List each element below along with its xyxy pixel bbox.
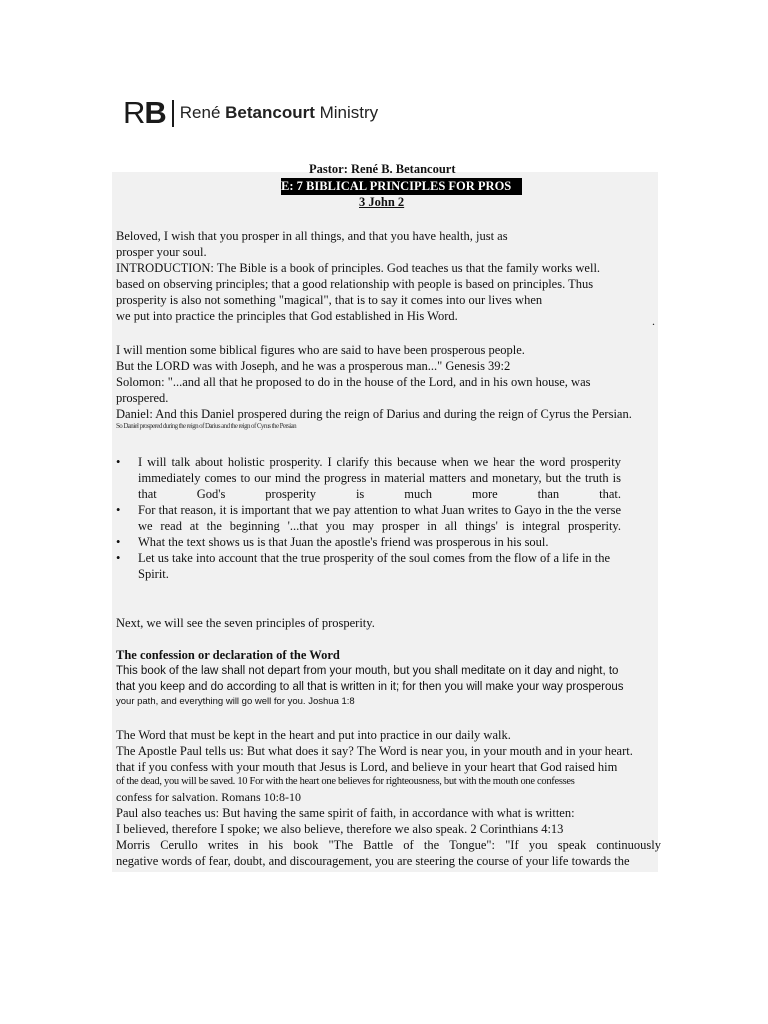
next-paragraph — [116, 615, 661, 631]
list-item: • Let us take into account that the true prosperity of the soul comes from the flow of a life in the Spirit. — [116, 551, 611, 581]
section-line: that you keep and do according to all that is written in it; for then you will make your way prosperous — [116, 681, 624, 693]
intro-line: prosper your soul. — [116, 245, 207, 259]
bullet-list — [116, 454, 661, 582]
ministry-logo — [123, 96, 378, 130]
word-line: The Apostle Paul tells us: But what does it say? The Word is near you, in your mouth and in your heart. — [116, 744, 633, 758]
stray-mark: . — [652, 314, 655, 328]
figures-line: prospered. — [116, 391, 169, 405]
biblical-figures-paragraph — [116, 342, 661, 431]
intro-line: prosperity is also not something "magical", that is to say it comes into our lives when — [116, 293, 543, 307]
list-item: • I will talk about holistic prosperity. I clarify this because when we hear the word prosperity immediately comes to our mind the progress in material matters and monetary, but the truth is that God's prosperity is much more than that. — [116, 455, 621, 501]
bullet-marker: • — [116, 503, 121, 517]
section-line: your path, and everything will go well for you. Joshua 1:8 — [116, 696, 355, 707]
logo-divider — [172, 100, 174, 127]
figures-line: Solomon: "...and all that he proposed to do in the house of the Lord, and in his own house, was — [116, 375, 591, 389]
word-line: that if you confess with your mouth that Jesus is Lord, and believe in your heart that God raised him — [116, 760, 618, 774]
bullet-marker: • — [116, 535, 121, 549]
figures-line: But the LORD was with Joseph, and he was a prosperous man..." Genesis 39:2 — [116, 359, 511, 373]
sermon-title: E: 7 BIBLICAL PRINCIPLES FOR PROS — [281, 178, 522, 195]
confession-section — [116, 647, 661, 709]
figures-line: Daniel: And this Daniel prospered during the reign of Darius and during the reign of Cyrus the Persian. — [116, 407, 632, 421]
list-item: • What the text shows us is that Juan the apostle's friend was prosperous in his soul. — [116, 535, 549, 549]
compressed-figures-line: So Daniel prospered during the reign of Darius and the reign of Cyrus the Persian — [116, 422, 297, 430]
list-item: • For that reason, it is important that we pay attention to what Juan writes to Gayo in the the verse we read at the beginning '...that you may prosper in all things' is integral prosperity. — [116, 503, 621, 533]
logo-wordmark: René Betancourt Ministry — [179, 103, 379, 122]
intro-line: INTRODUCTION: The Bible is a book of principles. God teaches us that the family works well. — [116, 261, 601, 275]
next-line: Next, we will see the seven principles of prosperity. — [116, 616, 375, 630]
bullet-marker: • — [116, 455, 121, 469]
word-line: Paul also teaches us: But having the same spirit of faith, in accordance with what is written: — [116, 806, 575, 820]
figures-line: I will mention some biblical figures who are said to have been prosperous people. — [116, 343, 525, 357]
intro-paragraph — [116, 228, 661, 324]
word-line: negative words of fear, doubt, and discouragement, you are steering the course of your life towards the — [116, 854, 630, 868]
section-heading: The confession or declaration of the Word — [116, 648, 340, 662]
intro-line: we put into practice the principles that God established in His Word. — [116, 309, 458, 323]
pastor-name: Pastor: René B. Betancourt — [309, 162, 456, 176]
intro-line: based on observing principles; that a good relationship with people is based on principles. Thus — [116, 277, 594, 291]
word-line: confess for salvation. Romans 10:8-10 — [116, 790, 301, 804]
word-paragraph — [116, 727, 661, 869]
verse-reference: 3 John 2 — [359, 195, 405, 209]
logo-monogram: RB — [123, 95, 166, 130]
word-line: Morris Cerullo writes in his book "The Battle of the Tongue": "If you speak continuously — [116, 838, 661, 852]
word-line: of the dead, you will be saved. 10 For with the heart one believes for righteousness, but with the mouth one confesses — [116, 776, 575, 787]
word-line: The Word that must be kept in the heart and put into practice in our daily walk. — [116, 728, 511, 742]
section-line: This book of the law shall not depart from your mouth, but you shall meditate on it day and night, to — [116, 665, 619, 677]
intro-line: Beloved, I wish that you prosper in all things, and that you have health, just as — [116, 229, 508, 243]
bullet-marker: • — [116, 551, 121, 565]
word-line: I believed, therefore I spoke; we also believe, therefore we also speak. 2 Corinthians 4:13 — [116, 822, 564, 836]
